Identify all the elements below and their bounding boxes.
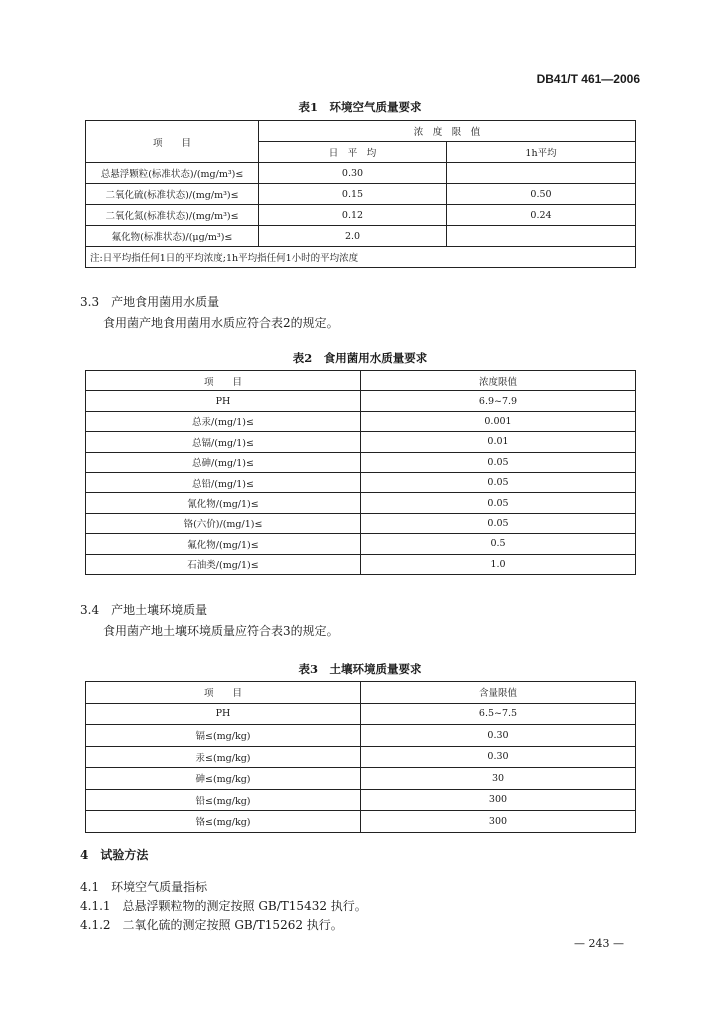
table-row [86, 682, 636, 704]
table1-note: 注:日平均指任何1日的平均浓度;1h平均指任何1小时的平均浓度 [86, 247, 636, 268]
table-cell-item: 氰化物/(mg/1)≤ [86, 493, 361, 513]
section-3-4-text: 食用菌产地土壤环境质量应符合表3的规定。 [103, 624, 339, 638]
table-cell-value: 0.01 [361, 432, 636, 452]
table-cell-item: 总汞/(mg/1)≤ [86, 411, 361, 431]
table-cell-item: PH [86, 391, 361, 411]
table2-header-limit: 浓度限值 [361, 371, 636, 391]
table-cell-daily: 0.12 [259, 205, 447, 226]
table-cell-item: 铬≤(mg/kg) [86, 811, 361, 833]
table-cell-item: 二氧化氮(标准状态)/(mg/m³)≤ [86, 205, 259, 226]
table3-caption: 表3 土壤环境质量要求 [298, 662, 422, 676]
table-row [86, 371, 636, 391]
table-cell-value: 300 [361, 789, 636, 811]
table-cell-item: 总铅/(mg/1)≤ [86, 472, 361, 492]
standard-number: DB41/T 461—2006 [536, 72, 640, 86]
table-cell-value: 0.05 [361, 472, 636, 492]
table-cell-value: 0.30 [361, 725, 636, 747]
table-cell-daily: 0.30 [259, 163, 447, 184]
table-cell-hourly: 0.24 [447, 205, 636, 226]
table-cell-hourly [447, 163, 636, 184]
table-cell-value: 0.30 [361, 746, 636, 768]
table-cell-item: 二氧化硫(标准状态)/(mg/m³)≤ [86, 184, 259, 205]
table-cell-item: 石油类/(mg/1)≤ [86, 554, 361, 574]
section-4-1-2-text: 4.1.2 二氧化硫的测定按照 GB/T15262 执行。 [80, 918, 343, 932]
table-cell-item: 镉≤(mg/kg) [86, 725, 361, 747]
table1-header-daily: 日 平 均 [259, 142, 447, 163]
table-row [86, 452, 636, 472]
table-row [86, 472, 636, 492]
table-row [86, 184, 636, 205]
table-row [86, 226, 636, 247]
section-3-3-heading: 3.3 产地食用菌用水质量 [80, 295, 220, 309]
table-row [86, 121, 636, 142]
table-cell-item: 氟化物/(mg/1)≤ [86, 534, 361, 554]
table-cell-value: 0.05 [361, 513, 636, 533]
table-row [86, 411, 636, 431]
table-cell-daily: 2.0 [259, 226, 447, 247]
table-row [86, 391, 636, 411]
table-row [86, 513, 636, 533]
table-cell-item: 氟化物(标准状态)/(μg/m³)≤ [86, 226, 259, 247]
section-4-1-1-text: 4.1.1 总悬浮颗粒物的测定按照 GB/T15432 执行。 [80, 899, 367, 913]
table-cell-hourly [447, 226, 636, 247]
table2-caption: 表2 食用菌用水质量要求 [292, 351, 428, 365]
table-cell-item: PH [86, 703, 361, 725]
section-4-heading: 4 试验方法 [80, 848, 149, 862]
table-row [86, 746, 636, 768]
table1-header-limit: 浓 度 限 值 [259, 121, 636, 142]
table1-header-item: 项 目 [86, 121, 259, 163]
table-cell-item: 总悬浮颗粒(标准状态)/(mg/m³)≤ [86, 163, 259, 184]
table1-caption: 表1 环境空气质量要求 [298, 100, 422, 114]
table-cell-value: 6.9~7.9 [361, 391, 636, 411]
section-3-4-heading: 3.4 产地土壤环境质量 [80, 603, 208, 617]
page-number: — 243 — [574, 937, 624, 950]
table-cell-value: 30 [361, 768, 636, 790]
table-row [86, 493, 636, 513]
table-row [86, 703, 636, 725]
table-cell-item: 总砷/(mg/1)≤ [86, 452, 361, 472]
table1-header-hourly: 1h平均 [447, 142, 636, 163]
table-row [86, 247, 636, 268]
table-cell-value: 0.05 [361, 452, 636, 472]
table-row [86, 163, 636, 184]
table3 [85, 681, 636, 833]
table-row [86, 432, 636, 452]
table1 [85, 120, 636, 268]
table-cell-daily: 0.15 [259, 184, 447, 205]
table2 [85, 370, 636, 575]
table-cell-item: 砷≤(mg/kg) [86, 768, 361, 790]
table-cell-value: 0.05 [361, 493, 636, 513]
table-row [86, 205, 636, 226]
table-cell-value: 0.5 [361, 534, 636, 554]
table-row [86, 789, 636, 811]
section-4-1-heading: 4.1 环境空气质量指标 [80, 880, 208, 894]
table-cell-hourly: 0.50 [447, 184, 636, 205]
table-cell-value: 0.001 [361, 411, 636, 431]
table-cell-value: 1.0 [361, 554, 636, 574]
table3-header-item: 项 目 [86, 682, 361, 704]
section-3-3-text: 食用菌产地食用菌用水质应符合表2的规定。 [103, 316, 339, 330]
table2-header-item: 项 目 [86, 371, 361, 391]
table-cell-item: 铬(六价)/(mg/1)≤ [86, 513, 361, 533]
table-cell-value: 6.5~7.5 [361, 703, 636, 725]
table-cell-item: 总镉/(mg/1)≤ [86, 432, 361, 452]
table-row [86, 811, 636, 833]
table-cell-item: 铅≤(mg/kg) [86, 789, 361, 811]
table-row [86, 534, 636, 554]
table-cell-item: 汞≤(mg/kg) [86, 746, 361, 768]
table3-header-limit: 含量限值 [361, 682, 636, 704]
table-row [86, 725, 636, 747]
table-cell-value: 300 [361, 811, 636, 833]
table-row [86, 554, 636, 574]
table-row [86, 768, 636, 790]
